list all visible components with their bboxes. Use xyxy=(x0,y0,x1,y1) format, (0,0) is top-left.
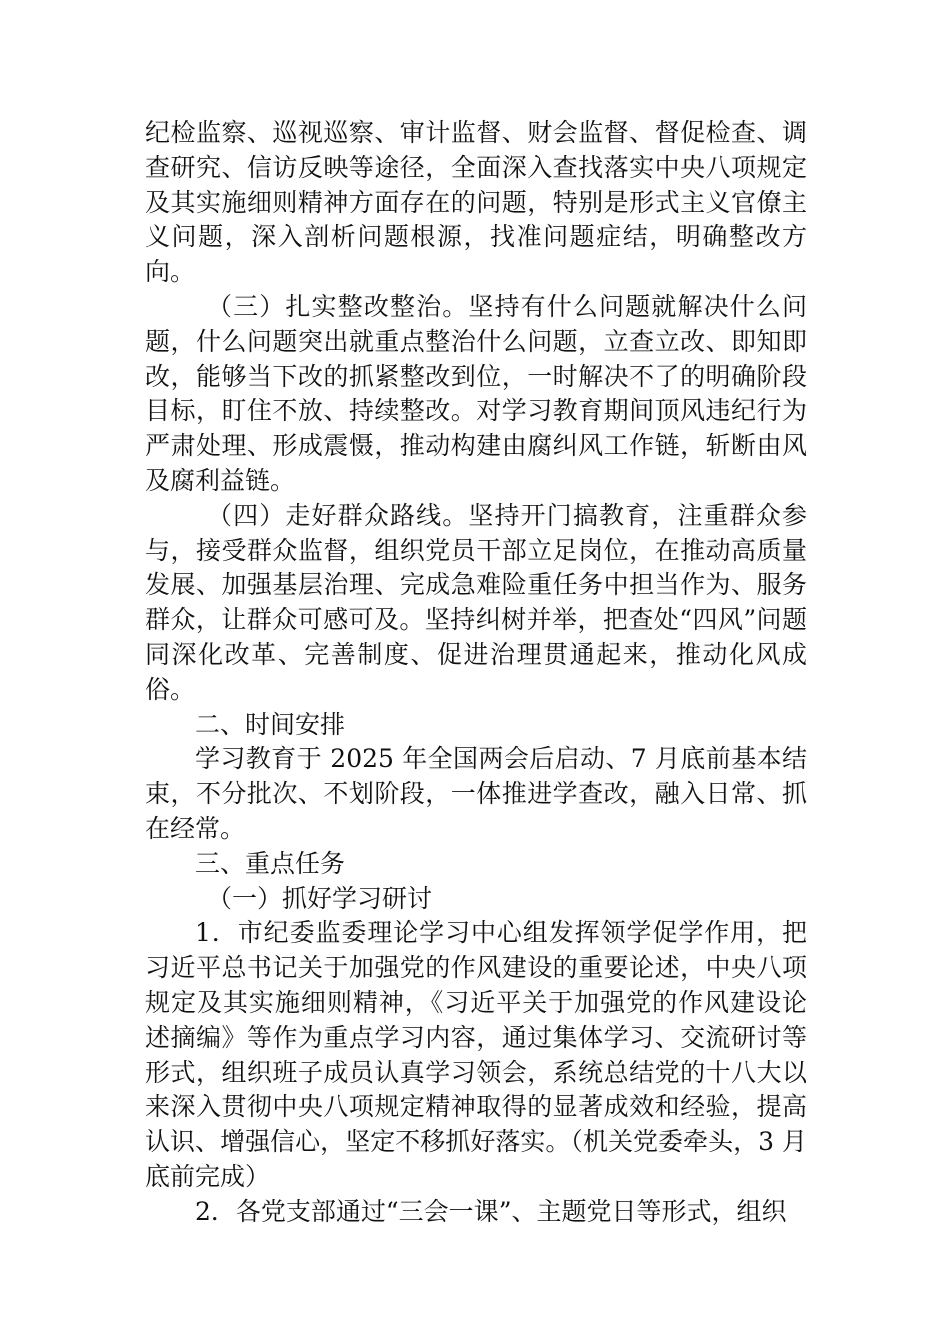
subheading-study: （一）抓好学习研讨 xyxy=(207,883,433,913)
section-heading-schedule: 二、时间安排 xyxy=(195,709,346,739)
list-item-2: 2．各党支部通过“三会一课”、主题党日等形式，组织 xyxy=(195,1196,787,1226)
paragraph-continuation: 纪检监察、巡视巡察、审计监督、财会监督、督促检查、调查研究、信访反映等途径，全面深入查找落实中央八项规定及其实施细则精神方面存在的问题，特别是形式主义官僚主义问题，深入剖析问题根源，找准问题症结，明确整改方向。 xyxy=(145,118,807,287)
paragraph-mass-line: （四）走好群众路线。坚持开门搞教育，注重群众参与，接受群众监督，组织党员干部立足岗位，在推动高质量发展、加强基层治理、完成急难险重任务中担当作为、服务群众，让群众可感可及。坚持纠树并举，把查处“四风”问题同深化改革、完善制度、促进治理贯通起来，推动化风成俗。 xyxy=(145,500,807,704)
list-item-1: 1．市纪委监委理论学习中心组发挥领学促学作用，把习近平总书记关于加强党的作风建设的重要论述，中央八项规定及其实施细则精神，《习近平关于加强党的作风建设论述摘编》等作为重点学习内容，通过集体学习、交流研讨等形式，组织班子成员认真学习领会，系统总结党的十八大以来深入贯彻中央八项规定精神取得的显著成效和经验，提高认识、增强信心，坚定不移抓好落实。（机关党委牵头，3 月底前完成） xyxy=(145,918,807,1191)
paragraph-rectification: （三）扎实整改整治。坚持有什么问题就解决什么问题，什么问题突出就重点整治什么问题，立查立改、即知即改，能够当下改的抓紧整改到位，一时解决不了的明确阶段目标，盯住不放、持续整改。对学习教育期间顶风违纪行为严肃处理、形成震慑，推动构建由腐纠风工作链，斩断由风及腐利益链。 xyxy=(145,291,807,495)
document-page xyxy=(145,116,807,1230)
paragraph-schedule: 学习教育于 2025 年全国两会后启动、7 月底前基本结束，不分批次、不划阶段，一体推进学查改，融入日常、抓在经常。 xyxy=(145,744,807,843)
section-heading-key-tasks: 三、重点任务 xyxy=(195,848,346,878)
